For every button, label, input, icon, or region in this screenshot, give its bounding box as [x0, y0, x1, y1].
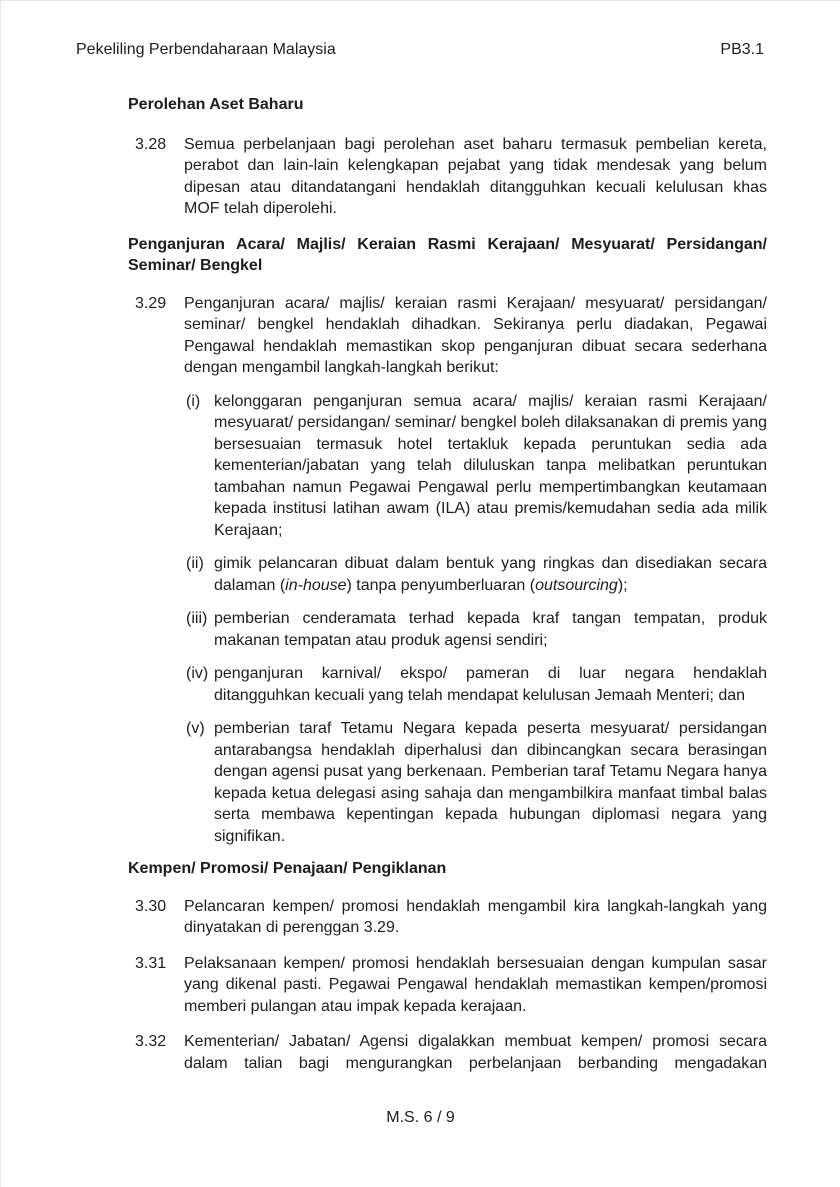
list-item-iii: [128, 608, 767, 651]
paragraph-number: 3.32: [135, 1033, 167, 1050]
list-item-v: [128, 718, 767, 847]
page-number: M.S. 6 / 9: [386, 1109, 455, 1126]
section-heading-penganjuran-acara: Penganjuran Acara/ Majlis/ Keraian Rasmi Kerajaan/ Mesyuarat/ Persidangan/ Seminar/ Bengkel: [128, 235, 767, 274]
paragraph-text: Semua perbelanjaan bagi perolehan aset baharu termasuk pembelian kereta, perabot dan lain-lain kelengkapan pejabat yang tidak mendesak yang belum dipesan atau ditandatangani hendaklah ditangguhkan kecuali kelulusan khas MOF telah diperolehi.: [184, 135, 767, 217]
list-item-text: penganjuran karnival/ ekspo/ pameran di luar negara hendaklah ditangguhkan kecuali yang telah mendapat kelulusan Jemaah Menteri; dan: [214, 665, 767, 704]
page-footer: [1, 1107, 840, 1129]
list-item-text: kelonggaran penganjuran semua acara/ majlis/ keraian rasmi Kerajaan/ mesyuarat/ persidangan/ seminar/ bengkel boleh dilaksanakan di premis yang bersesuaian termasuk hotel tertakluk kepada peruntukan sedia ada kementerian/jabatan yang telah diluluskan tanpa melibatkan peruntukan tambahan namun Pegawai Pengawal perlu mempertimbangkan keutamaan kepada institusi latihan awam (ILA) atau premis/kemudahan sedia ada milik Kerajaan;: [214, 392, 767, 539]
list-item-text: gimik pelancaran dibuat dalam bentuk yang ringkas dan disediakan secara dalaman (in-house) tanpa penyumberluaran (outsourcing);: [214, 555, 767, 594]
paragraph-text: Penganjuran acara/ majlis/ keraian rasmi Kerajaan/ mesyuarat/ persidangan/ seminar/ bengkel hendaklah dihadkan. Sekiranya perlu diadakan, Pegawai Pengawal hendaklah memastikan skop penganjuran dibuat secara sederhana dengan mengambil langkah-langkah berikut:: [184, 294, 767, 376]
page-header: [76, 39, 764, 61]
section-heading-perolehan-aset-baharu: Perolehan Aset Baharu: [128, 96, 304, 113]
paragraph-text: Pelaksanaan kempen/ promosi hendaklah bersesuaian dengan kumpulan sasar yang dikenal pasti. Pegawai Pengawal hendaklah memastikan kempen/promosi memberi pulangan atau impak kepada kerajaan.: [184, 954, 767, 1015]
list-item-marker: (ii): [186, 555, 204, 572]
list-item-text: pemberian cenderamata terhad kepada kraf tangan tempatan, produk makanan tempatan atau produk agensi sendiri;: [214, 610, 767, 649]
paragraph-3-29: [128, 293, 767, 379]
header-title: Pekeliling Perbendaharaan Malaysia: [76, 41, 336, 58]
list-item-marker: (v): [186, 720, 205, 737]
list-item-i: [128, 391, 767, 542]
list-item-marker: (i): [186, 392, 201, 410]
paragraph-number: 3.28: [135, 135, 167, 153]
section-heading-kempen-promosi: Kempen/ Promosi/ Penajaan/ Pengiklanan: [128, 860, 447, 877]
paragraph-3-31: [128, 953, 767, 1018]
paragraph-number: 3.31: [135, 954, 167, 972]
list-item-iv: [128, 663, 767, 706]
paragraph-3-28: [128, 134, 767, 220]
paragraph-3-32: [128, 1031, 767, 1074]
paragraph-number: 3.29: [135, 294, 167, 312]
paragraph-text: Pelancaran kempen/ promosi hendaklah mengambil kira langkah-langkah yang dinyatakan di perenggan 3.29.: [184, 897, 767, 936]
paragraph-text: Kementerian/ Jabatan/ Agensi digalakkan membuat kempen/ promosi secara dalam talian bagi mengurangkan perbelanjaan berbanding mengadakan: [184, 1033, 767, 1072]
list-item-marker: (iv): [186, 665, 209, 682]
list-item-marker: (iii): [186, 610, 208, 627]
document-body: [128, 94, 767, 1074]
header-doc-code: PB3.1: [720, 41, 764, 58]
paragraph-3-30: [128, 896, 767, 939]
list-3-29: [128, 391, 767, 848]
paragraph-number: 3.30: [135, 897, 167, 915]
list-item-ii: [128, 553, 767, 596]
list-item-text: pemberian taraf Tetamu Negara kepada peserta mesyuarat/ persidangan antarabangsa hendaklah diperhalusi dan dibincangkan secara berasingan dengan agensi pusat yang berkenaan. Pemberian taraf Tetamu Negara hanya kepada ketua delegasi asing sahaja dan mengambilkira manfaat timbal balas serta membawa kepentingan kepada hubungan diplomasi negara yang signifikan.: [214, 720, 767, 845]
